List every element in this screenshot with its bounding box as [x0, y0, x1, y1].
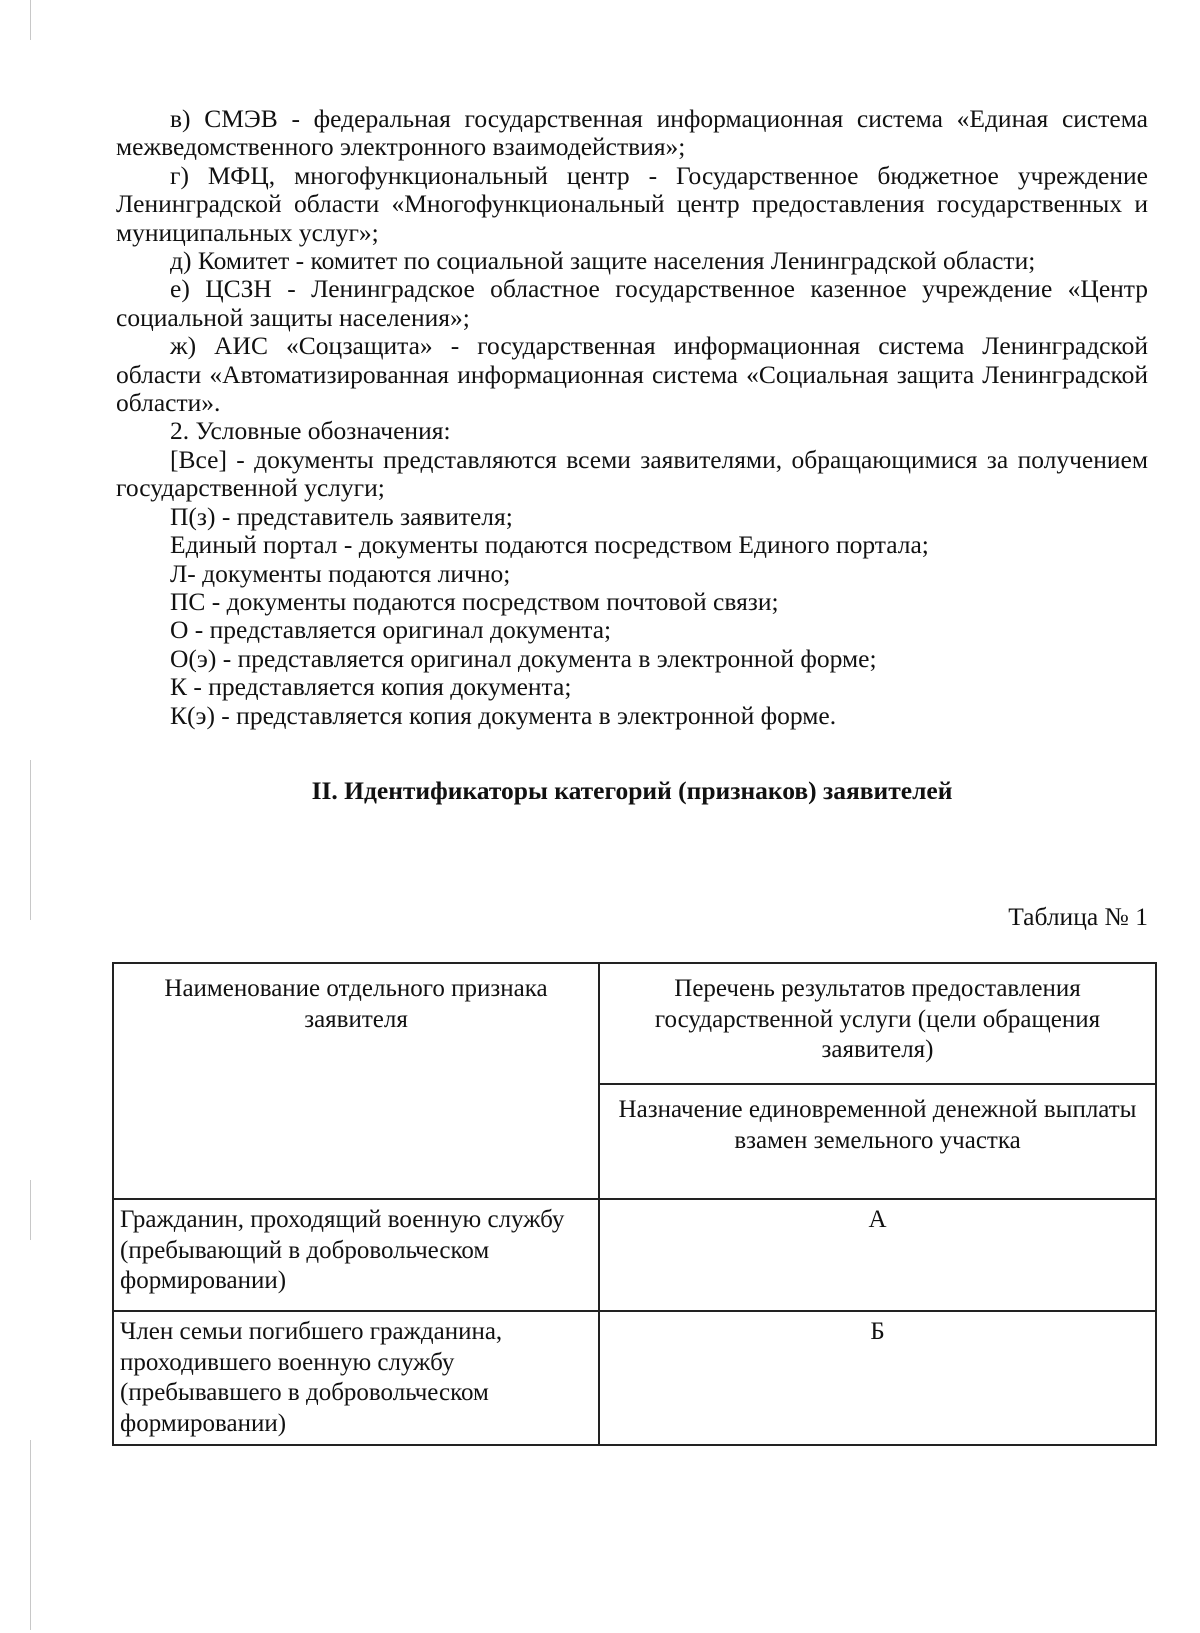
- header-cell-results: Перечень результатов предоставления государственной услуги (цели обращения заявителя): [599, 963, 1156, 1084]
- header-cell-attribute: Наименование отдельного признака заявителя: [113, 963, 599, 1199]
- paragraph-smev: в) СМЭВ - федеральная государственная информационная система «Единая система межведомственного электронного взаимодействия»;: [116, 104, 1148, 162]
- table-cell-category: Гражданин, проходящий военную службу (пребывающий в добровольческом формировании): [113, 1199, 599, 1311]
- section-heading: II. Идентификаторы категорий (признаков) заявителей: [311, 776, 953, 805]
- paragraph-ais: ж) АИС «Соцзащита» - государственная информационная система Ленинградской области «Автоматизированная информационная система «Социальная защита Ленинградской области».: [116, 331, 1148, 418]
- paragraph-cszn: е) ЦСЗН - Ленинградское областное государственное казенное учреждение «Центр социальной защиты населения»;: [116, 274, 1148, 332]
- table-caption: Таблица № 1: [1008, 902, 1148, 931]
- legend-item: К - представляется копия документа;: [170, 672, 572, 702]
- header-cell-purpose: Назначение единовременной денежной выплаты взамен земельного участка: [599, 1084, 1156, 1199]
- legend-item: Л- документы подаются лично;: [170, 558, 511, 588]
- scan-edge-mark: [30, 1440, 31, 1630]
- table-cell-code: Б: [599, 1311, 1156, 1445]
- table-header-row: [113, 963, 1156, 1084]
- paragraph-mfc: г) МФЦ, многофункциональный центр - Государственное бюджетное учреждение Ленинградской области «Многофункциональный центр предоставления государственных и муниципальных услуг»;: [116, 160, 1148, 247]
- legend-item: О - представляется оригинал документа;: [170, 615, 612, 645]
- table-row: [113, 1199, 1156, 1311]
- table-cell-code: А: [599, 1199, 1156, 1311]
- scan-edge-mark: [30, 760, 31, 920]
- legend-item: К(э) - представляется копия документа в электронной форме.: [170, 700, 837, 730]
- paragraph-legend-title: 2. Условные обозначения:: [170, 416, 451, 446]
- paragraph-all: [Все] - документы представляются всеми заявителями, обращающимися за получением государственной услуги;: [116, 444, 1148, 503]
- scan-edge-mark: [30, 0, 31, 40]
- scan-edge-mark: [30, 1180, 31, 1240]
- legend-item: О(э) - представляется оригинал документа в электронной форме;: [170, 643, 877, 673]
- legend-item: ПС - документы подаются посредством почтовой связи;: [170, 586, 779, 616]
- table-row: [113, 1311, 1156, 1445]
- table-cell-category: Член семьи погибшего гражданина, проходившего военную службу (пребывавшего в добровольческом формировании): [113, 1311, 599, 1445]
- paragraph-committee: д) Комитет - комитет по социальной защите населения Ленинградской области;: [170, 246, 1036, 276]
- legend-item: Единый портал - документы подаются посредством Единого портала;: [170, 530, 929, 560]
- applicant-categories-table: [112, 962, 1157, 1446]
- legend-item: П(з) - представитель заявителя;: [170, 501, 513, 531]
- definitions-text: [116, 105, 1148, 730]
